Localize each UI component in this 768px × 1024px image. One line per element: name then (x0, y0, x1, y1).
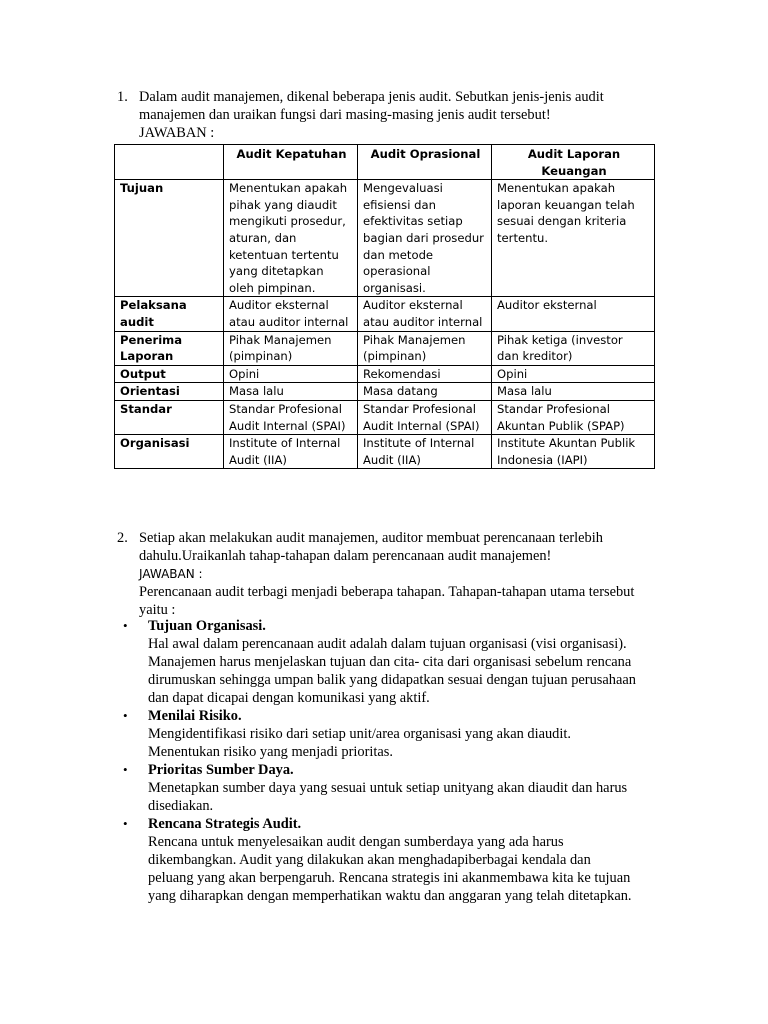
step-line: Manajemen harus menjelaskan tujuan dan cita- cita dari organisasi sebelum rencana (148, 654, 632, 670)
bullet-icon: • (123, 708, 128, 723)
cell-line: Audit (IIA) (363, 452, 421, 467)
cell-line: Audit Internal (SPAI) (363, 418, 480, 433)
cell-line: efektivitas setiap (363, 214, 463, 229)
table-cell (224, 400, 358, 434)
cell-line: Masa lalu (497, 384, 552, 399)
table-cell (224, 365, 358, 383)
table-cell (358, 297, 492, 331)
cell-line: organisasi. (363, 280, 426, 295)
cell-line: atau auditor internal (229, 314, 349, 329)
cell-line: oleh pimpinan. (229, 280, 316, 295)
step-line: Hal awal dalam perencanaan audit adalah dalam tujuan organisasi (visi organisasi). (148, 636, 627, 652)
cell-line: operasional (363, 264, 431, 279)
cell-line: pihak yang diaudit (229, 197, 337, 212)
step-line: yang diharapkan dengan memperhatikan waktu dan anggaran yang telah ditetapkan. (148, 888, 632, 904)
cell-line: laporan keuangan telah (497, 197, 635, 212)
cell-line: Institute Akuntan Publik (497, 436, 636, 451)
table-cell (358, 331, 492, 365)
table-header-cell: Audit Oprasional (358, 145, 492, 180)
cell-line: Pihak Manajemen (229, 332, 332, 347)
cell-line: atau auditor internal (363, 314, 483, 329)
table-row (115, 400, 655, 434)
cell-line: Akuntan Publik (SPAP) (497, 418, 625, 433)
table-row (115, 331, 655, 365)
row-label-cell (115, 365, 224, 383)
list-item (120, 707, 680, 761)
row-label-line: Output (120, 366, 166, 381)
bullet-icon: • (123, 762, 128, 777)
question-1-line: Dalam audit manajemen, dikenal beberapa jenis audit. Sebutkan jenis-jenis audit (139, 89, 604, 105)
cell-line: Institute of Internal (363, 436, 475, 451)
table-cell (358, 180, 492, 297)
question-2-number: 2. (117, 530, 128, 546)
planning-steps-list (120, 617, 680, 905)
row-label-line: Standar (120, 401, 172, 416)
table-row (115, 180, 655, 297)
table-cell (492, 400, 655, 434)
table-row (115, 365, 655, 383)
table-cell (492, 180, 655, 297)
cell-line: Institute of Internal (229, 436, 341, 451)
table-row (115, 435, 655, 469)
list-item (120, 617, 680, 707)
cell-line: aturan, dan (229, 230, 297, 245)
cell-line: tertentu. (497, 230, 549, 245)
cell-line: dan metode (363, 247, 434, 262)
cell-line: Auditor eksternal (363, 298, 463, 313)
row-label-cell (115, 331, 224, 365)
cell-line: Indonesia (IAPI) (497, 452, 588, 467)
cell-line: dan kreditor) (497, 349, 573, 364)
step-line: peluang yang akan berpengaruh. Rencana strategis ini akanmembawa kita ke tujuan (148, 870, 631, 886)
question-2 (112, 529, 672, 619)
table-cell (224, 297, 358, 331)
row-label-line: Laporan (120, 349, 174, 364)
cell-line: Audit (IIA) (229, 452, 287, 467)
cell-line: Menentukan apakah (229, 181, 348, 196)
row-label-line: Penerima (120, 332, 183, 347)
step-title: Menilai Risiko. (148, 708, 242, 724)
row-label-cell (115, 180, 224, 297)
row-label-cell (115, 400, 224, 434)
cell-line: Opini (229, 366, 260, 381)
table-cell (492, 331, 655, 365)
step-line: dikembangkan. Audit yang dilakukan akan menghadapiberbagai kendala dan (148, 852, 591, 868)
table-cell (492, 365, 655, 383)
step-title: Prioritas Sumber Daya. (148, 762, 294, 778)
question-1-number: 1. (117, 89, 128, 105)
table-cell (358, 435, 492, 469)
step-line: Menentukan risiko yang menjadi prioritas. (148, 744, 393, 760)
step-line: Menetapkan sumber daya yang sesuai untuk setiap unityang akan diaudit dan harus (148, 780, 628, 796)
row-label-cell (115, 297, 224, 331)
cell-line: mengikuti prosedur, (229, 214, 346, 229)
table-cell (224, 180, 358, 297)
table-header-cell: Audit Kepatuhan (224, 145, 358, 180)
cell-line: yang ditetapkan (229, 264, 324, 279)
table-header-row (115, 145, 655, 180)
question-2-line: Setiap akan melakukan audit manajemen, auditor membuat perencanaan terlebih (139, 530, 603, 546)
bullet-icon: • (123, 816, 128, 831)
step-title: Tujuan Organisasi. (148, 618, 266, 634)
step-line: dan dapat dicapai dengan komunikasi yang aktif. (148, 690, 430, 706)
table-body (115, 180, 655, 469)
answer-label: JAWABAN : (139, 125, 215, 141)
table-cell (492, 435, 655, 469)
cell-line: ketentuan tertentu (229, 247, 339, 262)
cell-line: (pimpinan) (363, 349, 427, 364)
row-label-line: Orientasi (120, 384, 180, 399)
table-cell (492, 383, 655, 401)
cell-line: Masa lalu (229, 384, 284, 399)
cell-line: Pihak ketiga (investor (497, 332, 623, 347)
cell-line: Opini (497, 366, 528, 381)
table-cell (358, 383, 492, 401)
table-header-cell: Audit Laporan Keuangan (492, 145, 655, 180)
question-1 (112, 88, 672, 142)
step-line: dirumuskan sehingga umpan balik yang didapatkan sesuai dengan tujuan perusahaan (148, 672, 636, 688)
intro-line: Perencanaan audit terbagi menjadi beberapa tahapan. Tahapan-tahapan utama tersebut (139, 584, 635, 600)
row-label-cell (115, 435, 224, 469)
row-label-line: Pelaksana audit (120, 298, 187, 329)
table-row (115, 297, 655, 331)
table-cell (224, 435, 358, 469)
step-title: Rencana Strategis Audit. (148, 816, 302, 832)
table-cell (492, 297, 655, 331)
question-1-line: manajemen dan uraikan fungsi dari masing-masing jenis audit tersebut! (139, 107, 551, 123)
table-cell (224, 331, 358, 365)
list-item (120, 761, 680, 815)
row-label-line: Organisasi (120, 436, 190, 451)
cell-line: Audit Internal (SPAI) (229, 418, 346, 433)
cell-line: Masa datang (363, 384, 438, 399)
cell-line: Auditor eksternal (497, 298, 597, 313)
cell-line: Menentukan apakah (497, 181, 616, 196)
table-header-cell (115, 145, 224, 180)
table-cell (358, 400, 492, 434)
answer-label: JAWABAN : (139, 567, 203, 581)
intro-line: yaitu : (139, 602, 176, 618)
list-item (120, 815, 680, 905)
question-2-line: dahulu.Uraikanlah tahap-tahapan dalam perencanaan audit manajemen! (139, 548, 552, 564)
table-cell (358, 365, 492, 383)
table-row (115, 383, 655, 401)
cell-line: Standar Profesional (229, 401, 342, 416)
row-label-cell (115, 383, 224, 401)
cell-line: Standar Profesional (363, 401, 476, 416)
table-cell (224, 383, 358, 401)
audit-comparison-table (114, 144, 655, 469)
step-line: disediakan. (148, 798, 214, 814)
cell-line: sesuai dengan kriteria (497, 214, 627, 229)
bullet-icon: • (123, 618, 128, 633)
step-line: Rencana untuk menyelesaikan audit dengan sumberdaya yang ada harus (148, 834, 564, 850)
cell-line: Auditor eksternal (229, 298, 329, 313)
cell-line: Standar Profesional (497, 401, 610, 416)
cell-line: bagian dari prosedur (363, 230, 484, 245)
step-line: Mengidentifikasi risiko dari setiap unit/area organisasi yang akan diaudit. (148, 726, 571, 742)
cell-line: Pihak Manajemen (363, 332, 466, 347)
cell-line: Rekomendasi (363, 366, 441, 381)
row-label-line: Tujuan (120, 181, 164, 196)
cell-line: (pimpinan) (229, 349, 293, 364)
cell-line: efisiensi dan (363, 197, 436, 212)
cell-line: Mengevaluasi (363, 181, 443, 196)
